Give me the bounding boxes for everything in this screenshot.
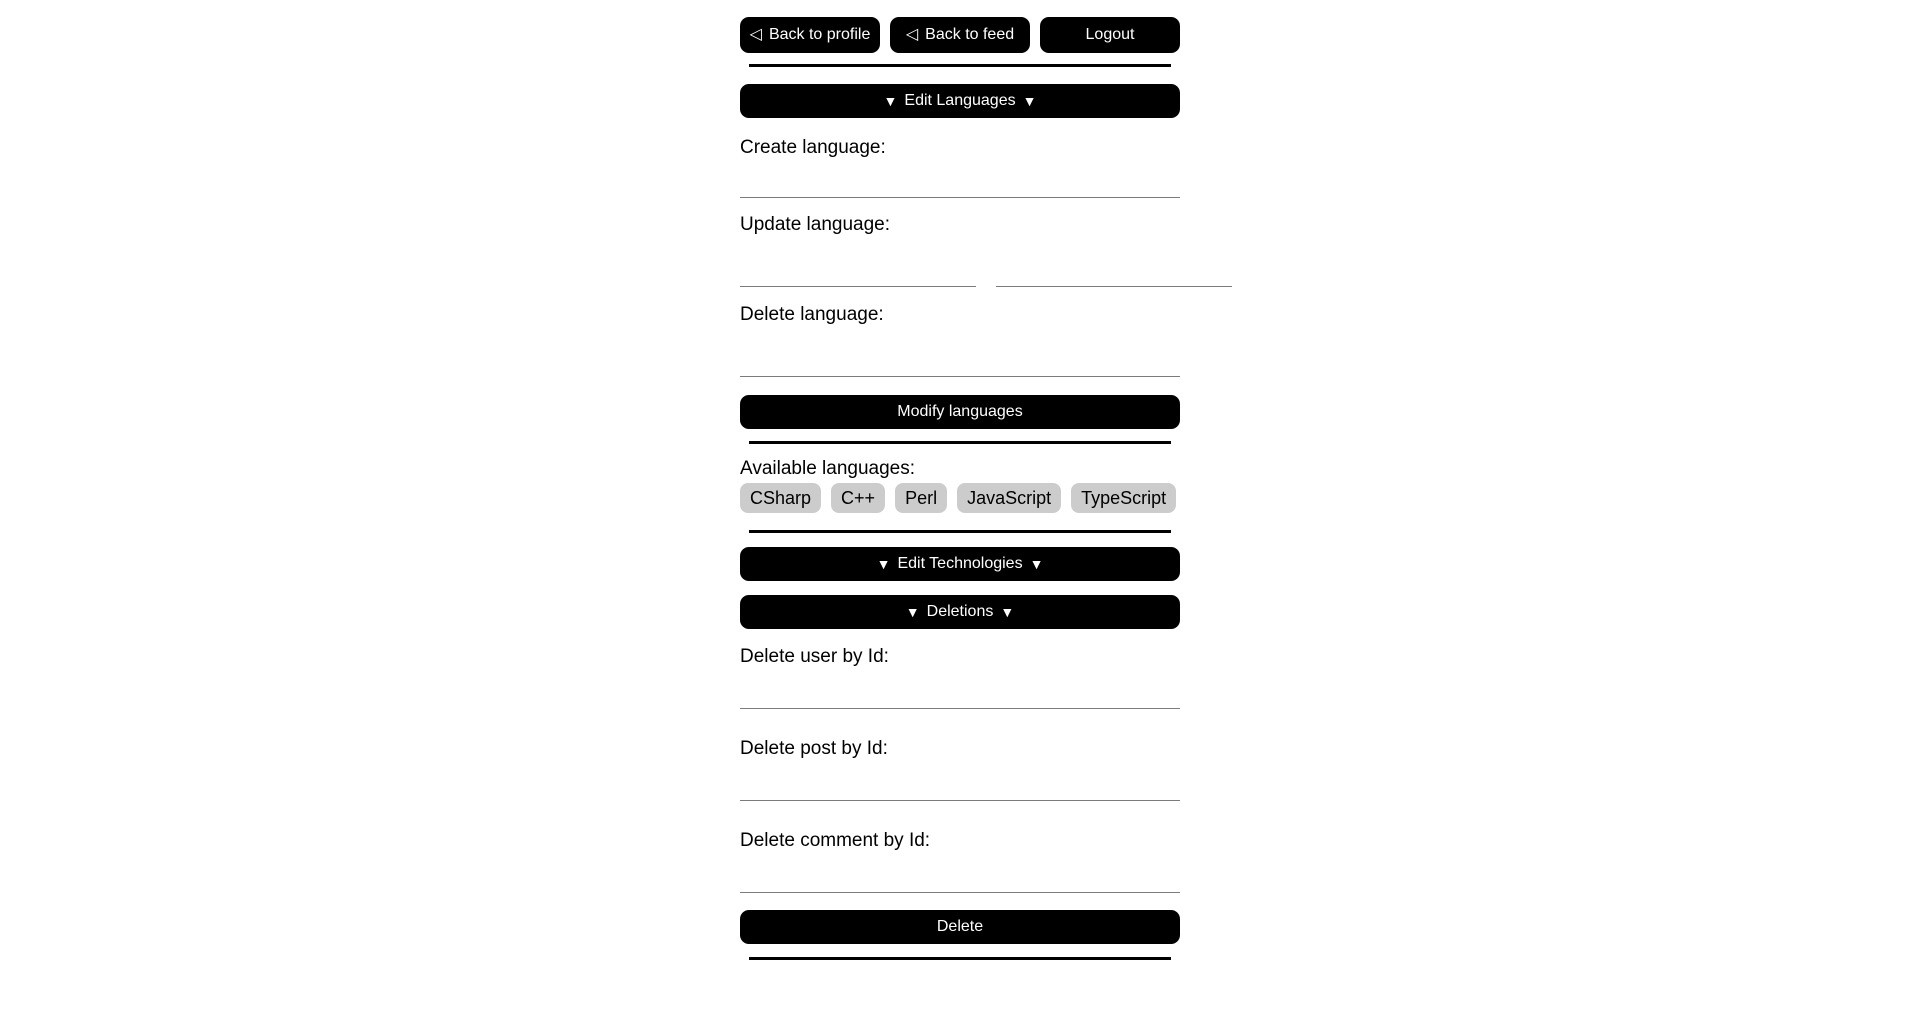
back-arrow-icon: ◁ bbox=[749, 26, 762, 43]
deletions-toggle[interactable] bbox=[740, 595, 1180, 629]
logout-label: Logout bbox=[1085, 26, 1135, 43]
back-to-profile-button[interactable] bbox=[740, 17, 880, 53]
delete-post-label: Delete post by Id: bbox=[740, 738, 888, 759]
create-language-label: Create language: bbox=[740, 137, 886, 158]
language-tag[interactable]: TypeScript bbox=[1071, 483, 1176, 513]
edit-technologies-toggle[interactable] bbox=[740, 547, 1180, 581]
update-language-inputs-row bbox=[740, 235, 1180, 287]
edit-technologies-toggle-label: Edit Technologies bbox=[897, 555, 1023, 572]
caret-down-icon: ▼ bbox=[1000, 604, 1015, 620]
divider bbox=[749, 957, 1171, 960]
delete-comment-label: Delete comment by Id: bbox=[740, 830, 931, 851]
modify-languages-label: Modify languages bbox=[897, 403, 1023, 420]
divider bbox=[749, 441, 1171, 444]
delete-button[interactable] bbox=[740, 910, 1180, 944]
delete-user-input[interactable] bbox=[740, 667, 1180, 709]
language-tag[interactable]: C++ bbox=[831, 483, 885, 513]
modify-languages-button[interactable] bbox=[740, 395, 1180, 429]
deletions-toggle-label: Deletions bbox=[926, 603, 994, 620]
delete-comment-input[interactable] bbox=[740, 851, 1180, 893]
caret-down-icon: ▼ bbox=[1022, 93, 1037, 109]
top-navigation bbox=[740, 17, 1180, 53]
caret-down-icon: ▼ bbox=[883, 93, 898, 109]
divider bbox=[749, 530, 1171, 533]
admin-panel bbox=[740, 0, 1180, 960]
delete-user-label: Delete user by Id: bbox=[740, 646, 889, 667]
divider bbox=[749, 64, 1171, 67]
delete-language-label: Delete language: bbox=[740, 304, 884, 325]
update-language-second-input[interactable] bbox=[996, 235, 1232, 287]
available-languages-list bbox=[740, 483, 1180, 513]
delete-language-input[interactable] bbox=[740, 325, 1180, 377]
delete-post-input[interactable] bbox=[740, 759, 1180, 801]
logout-button[interactable] bbox=[1040, 17, 1180, 53]
back-to-profile-label: Back to profile bbox=[768, 26, 871, 43]
create-language-input[interactable] bbox=[740, 158, 1180, 198]
caret-down-icon: ▼ bbox=[905, 604, 920, 620]
edit-languages-toggle[interactable] bbox=[740, 84, 1180, 118]
edit-languages-toggle-label: Edit Languages bbox=[904, 92, 1016, 109]
back-to-feed-button[interactable] bbox=[890, 17, 1030, 53]
language-tag[interactable]: Perl bbox=[895, 483, 947, 513]
caret-down-icon: ▼ bbox=[876, 556, 891, 572]
update-language-label: Update language: bbox=[740, 214, 891, 235]
language-tag[interactable]: JavaScript bbox=[957, 483, 1061, 513]
back-arrow-icon: ◁ bbox=[905, 26, 919, 43]
language-tag[interactable]: CSharp bbox=[740, 483, 821, 513]
update-language-first-input[interactable] bbox=[740, 235, 976, 287]
delete-button-label: Delete bbox=[936, 918, 984, 935]
back-to-feed-label: Back to feed bbox=[925, 26, 1015, 43]
available-languages-label: Available languages: bbox=[740, 458, 916, 479]
caret-down-icon: ▼ bbox=[1029, 556, 1044, 572]
